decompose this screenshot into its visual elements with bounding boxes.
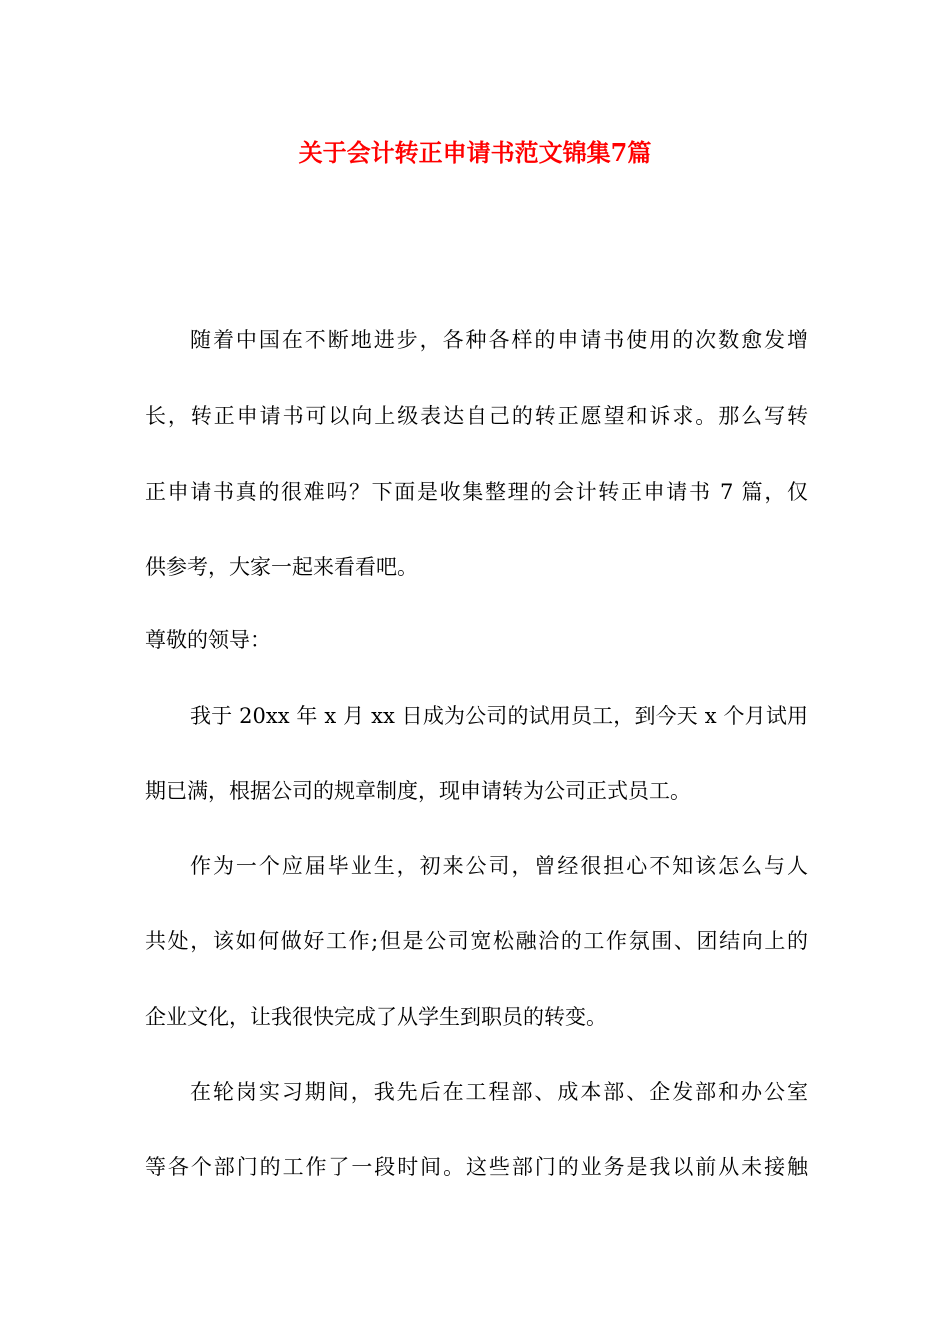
salutation: 尊敬的领导： xyxy=(145,628,271,652)
para1-line-2: 期已满，根据公司的规章制度，现申请转为公司正式员工。 xyxy=(145,779,691,803)
para3-line-1: 在轮岗实习期间，我先后在工程部、成本部、企发部和办公室 xyxy=(190,1080,808,1104)
document-title: 关于会计转正申请书范文锦集7篇 xyxy=(298,138,652,167)
para2-line-2: 共处，该如何做好工作;但是公司宽松融洽的工作氛围、团结向上的 xyxy=(145,929,808,953)
para1-line-1: 我于 20xx 年 x 月 xx 日成为公司的试用员工，到今天 x 个月试用 xyxy=(190,704,808,728)
intro-line-3: 正申请书真的很难吗？下面是收集整理的会计转正申请书 7 篇，仅 xyxy=(145,480,808,504)
intro-line-1: 随着中国在不断地进步，各种各样的申请书使用的次数愈发增 xyxy=(190,328,808,352)
para2-line-1: 作为一个应届毕业生，初来公司，曾经很担心不知该怎么与人 xyxy=(190,854,808,878)
intro-line-2: 长，转正申请书可以向上级表达自己的转正愿望和诉求。那么写转 xyxy=(145,404,808,428)
intro-line-4: 供参考，大家一起来看看吧。 xyxy=(145,555,418,579)
para2-line-3: 企业文化，让我很快完成了从学生到职员的转变。 xyxy=(145,1005,607,1029)
para3-line-2: 等各个部门的工作了一段时间。这些部门的业务是我以前从未接触 xyxy=(145,1155,808,1179)
